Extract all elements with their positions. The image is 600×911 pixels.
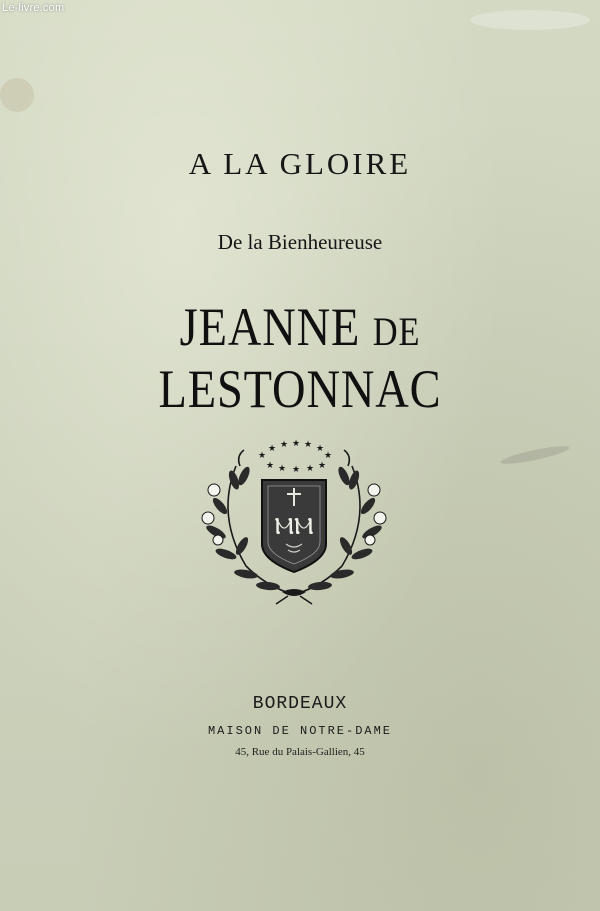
publisher-city: BORDEAUX [252, 694, 348, 714]
stars-arc-icon [258, 439, 332, 475]
monogram-icon: ⲘⲘ [274, 514, 314, 540]
wreath-coat-of-arms-icon [196, 436, 392, 606]
cover-title-line2: De la Bienheureuse [217, 230, 383, 254]
svg-text:★: ★ [292, 439, 301, 449]
paper-crease [500, 443, 571, 467]
svg-text:★: ★ [306, 464, 315, 474]
svg-text:★: ★ [278, 464, 287, 474]
cover-title-name [42, 296, 558, 420]
svg-text:★: ★ [324, 451, 333, 461]
right-lily-icon [365, 484, 386, 545]
name-part-de: DE [372, 309, 421, 354]
cover-title-line1: A LA GLOIRE [188, 146, 412, 181]
publisher-address: 45, Rue du Palais-Gallien, 45 [235, 746, 365, 758]
svg-text:★: ★ [318, 461, 327, 471]
left-lily-icon [202, 484, 223, 545]
paper-stain [0, 78, 34, 112]
svg-text:★: ★ [266, 461, 275, 471]
name-part-lestonnac: LESTONNAC [158, 359, 442, 419]
svg-text:★: ★ [268, 444, 277, 454]
name-part-jeanne: JEANNE [179, 297, 373, 357]
paper-highlight [470, 10, 590, 30]
svg-text:★: ★ [292, 465, 301, 475]
svg-text:★: ★ [304, 440, 313, 450]
publisher-name: MAISON DE NOTRE-DAME [207, 724, 393, 738]
svg-text:★: ★ [316, 444, 325, 454]
watermark-text: Le-livre.com [2, 2, 65, 14]
svg-text:★: ★ [258, 451, 267, 461]
svg-text:★: ★ [280, 440, 289, 450]
ribbon-bow-icon [282, 589, 306, 596]
